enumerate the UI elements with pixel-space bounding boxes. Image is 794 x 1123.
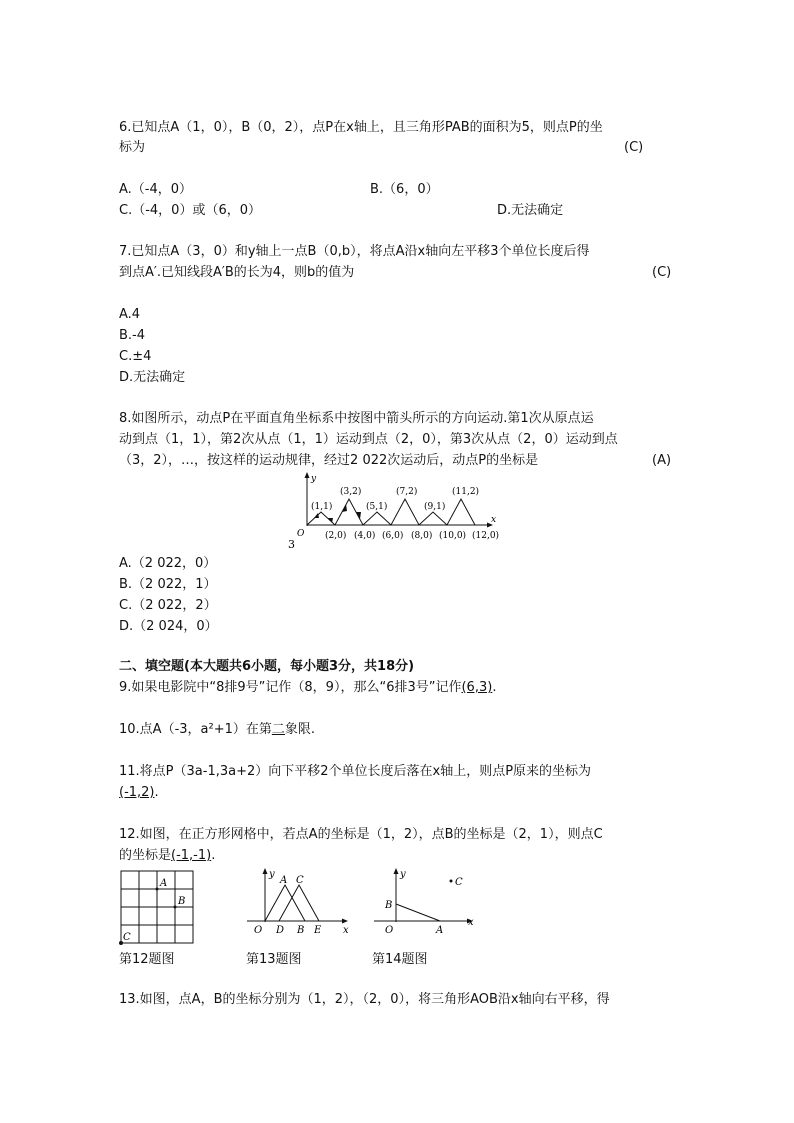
q6-line1: 6.已知点A（1，0），B（0，2），点P在x轴上，且三角形PAB的面积为5，则点P的坐	[119, 120, 603, 135]
point-b-label: B	[297, 925, 305, 936]
q9-answer: (6,3)	[461, 680, 493, 695]
stray-mark: 3	[288, 538, 295, 550]
q7-line1: 7.已知点A（3，0）和y轴上一点B（0,b），将点A沿x轴向左平移3个单位长度后得	[119, 244, 590, 259]
q6-option-d: D.无法确定	[497, 203, 564, 218]
q13-line1: 13.如图，点A，B的坐标分别为（1，2），（2，0），将三角形AOB沿x轴向右平移，得	[119, 992, 610, 1007]
y-axis-label: y	[311, 474, 317, 484]
fig14-caption: 第14题图	[372, 952, 428, 967]
q8-line3: （3，2），…，按这样的运动规律，经过2 022次运动后，动点P的坐标是	[119, 453, 539, 468]
q9-line	[119, 678, 496, 698]
q12-line1: 12.如图，在正方形网格中，若点A的坐标是（1，2），点B的坐标是（2，1），则点C	[119, 827, 603, 842]
triangle-translated	[279, 885, 319, 921]
x-axis-label: x	[491, 515, 497, 525]
point-label-9-1: (9,1)	[424, 502, 446, 512]
q12-line2	[119, 846, 215, 866]
point-label-3-2: (3,2)	[340, 487, 362, 497]
point-b-dot	[174, 906, 177, 909]
q10-text: 10.点A（-3，a²+1）在第	[119, 722, 272, 737]
point-c-dot	[450, 880, 453, 883]
grid-lines	[121, 871, 193, 943]
q7-option-c: C.±4	[119, 349, 152, 364]
x-label: x	[468, 917, 474, 928]
point-a-label: A	[280, 875, 288, 886]
q9-text: 9.如果电影院中“8排9号”记作（8，9），那么“6排3号”记作	[119, 680, 462, 695]
q6-option-c: C.（-4，0）或（6，0）	[119, 203, 261, 218]
y-label: y	[269, 869, 275, 880]
point-label-11-2: (11,2)	[452, 487, 480, 497]
q8-option-b: B.（2 022，1）	[119, 577, 217, 592]
point-label-2-0: (2,0)	[325, 531, 347, 541]
q10-tail: 象限.	[284, 722, 316, 737]
q7-option-b: B.-4	[119, 328, 146, 343]
point-label-8-0: (8,0)	[411, 531, 433, 541]
q7-line2: 到点A′.已知线段A′B的长为4，则b的值为	[119, 265, 355, 280]
q6-line2: 标为	[119, 140, 146, 155]
x-label: x	[343, 925, 349, 936]
point-e-label: E	[314, 925, 322, 936]
point-label-4-0: (4,0)	[354, 531, 376, 541]
q10-line	[119, 720, 315, 740]
q9-tail: .	[492, 680, 497, 695]
q6-answer: (C)	[624, 140, 644, 155]
point-label-6-0: (6,0)	[382, 531, 404, 541]
fig14-points	[370, 866, 482, 938]
q8-option-d: D.（2 024，0）	[119, 619, 218, 634]
q12-text: 的坐标是	[119, 848, 172, 863]
origin-label: O	[254, 925, 263, 936]
q8-line2: 动到点（1，1），第2次从点（1，1）运动到点（2，0），第3次从点（2，0）运动到点	[119, 432, 618, 447]
segment-ab	[396, 904, 440, 921]
q8-line1: 8.如图所示，动点P在平面直角坐标系中按图中箭头所示的方向运动.第1次从原点运	[119, 411, 594, 426]
q12-answer: (-1,-1)	[171, 848, 212, 863]
q10-answer: 二	[271, 722, 285, 737]
point-label-10-0: (10,0)	[439, 531, 467, 541]
q8-option-a: A.（2 022，0）	[119, 556, 217, 571]
point-a-dot	[156, 888, 159, 891]
point-label-7-2: (7,2)	[396, 487, 418, 497]
point-a-label: A	[160, 878, 168, 889]
x-axis-arrow-icon	[342, 919, 348, 924]
point-c-label: C	[123, 932, 131, 943]
y-label: y	[400, 869, 406, 880]
q12-tail: .	[211, 848, 216, 863]
y-axis-arrow-icon	[263, 868, 268, 874]
q11-line1: 11.将点P（3a-1,3a+2）向下平移2个单位长度后落在x轴上，则点P原来的坐标为	[119, 764, 592, 779]
q11-line2	[119, 783, 159, 803]
point-b-label: B	[178, 896, 186, 907]
point-label-12-0: (12,0)	[472, 531, 500, 541]
q11-tail: .	[154, 785, 159, 800]
q6-option-a: A.（-4，0）	[119, 182, 193, 197]
origin-label: O	[297, 529, 305, 539]
y-axis-arrow-icon	[394, 868, 399, 874]
point-c-label: C	[455, 877, 463, 888]
q7-option-a: A.4	[119, 307, 141, 322]
section-2-heading: 二、填空题(本大题共6小题，每小题3分，共18分)	[119, 659, 415, 674]
fig13-caption: 第13题图	[246, 952, 302, 967]
q8-option-c: C.（2 022，2）	[119, 598, 217, 613]
q8-answer: (A)	[652, 453, 672, 468]
point-d-label: D	[276, 925, 285, 936]
q6-option-b: B.（6，0）	[370, 182, 439, 197]
q8-motion-figure	[285, 470, 507, 550]
path-arrow-icon	[342, 504, 347, 512]
y-axis-arrow-icon	[305, 472, 310, 478]
origin-label: O	[385, 925, 394, 936]
fig12-grid	[117, 869, 197, 945]
path-arrow-icon	[356, 512, 361, 519]
q11-answer: (-1,2)	[119, 785, 155, 800]
fig12-caption: 第12题图	[119, 952, 175, 967]
point-label-1-1: (1,1)	[311, 502, 333, 512]
path-arrow-icon	[314, 513, 319, 518]
triangle-aob	[265, 885, 305, 921]
point-label-5-1: (5,1)	[366, 502, 388, 512]
q7-option-d: D.无法确定	[119, 370, 186, 385]
point-a-label: A	[436, 925, 444, 936]
point-b-label: B	[385, 900, 393, 911]
fig13-translation	[243, 866, 355, 938]
point-c-label: C	[296, 875, 304, 886]
q7-answer: (C)	[652, 265, 672, 280]
